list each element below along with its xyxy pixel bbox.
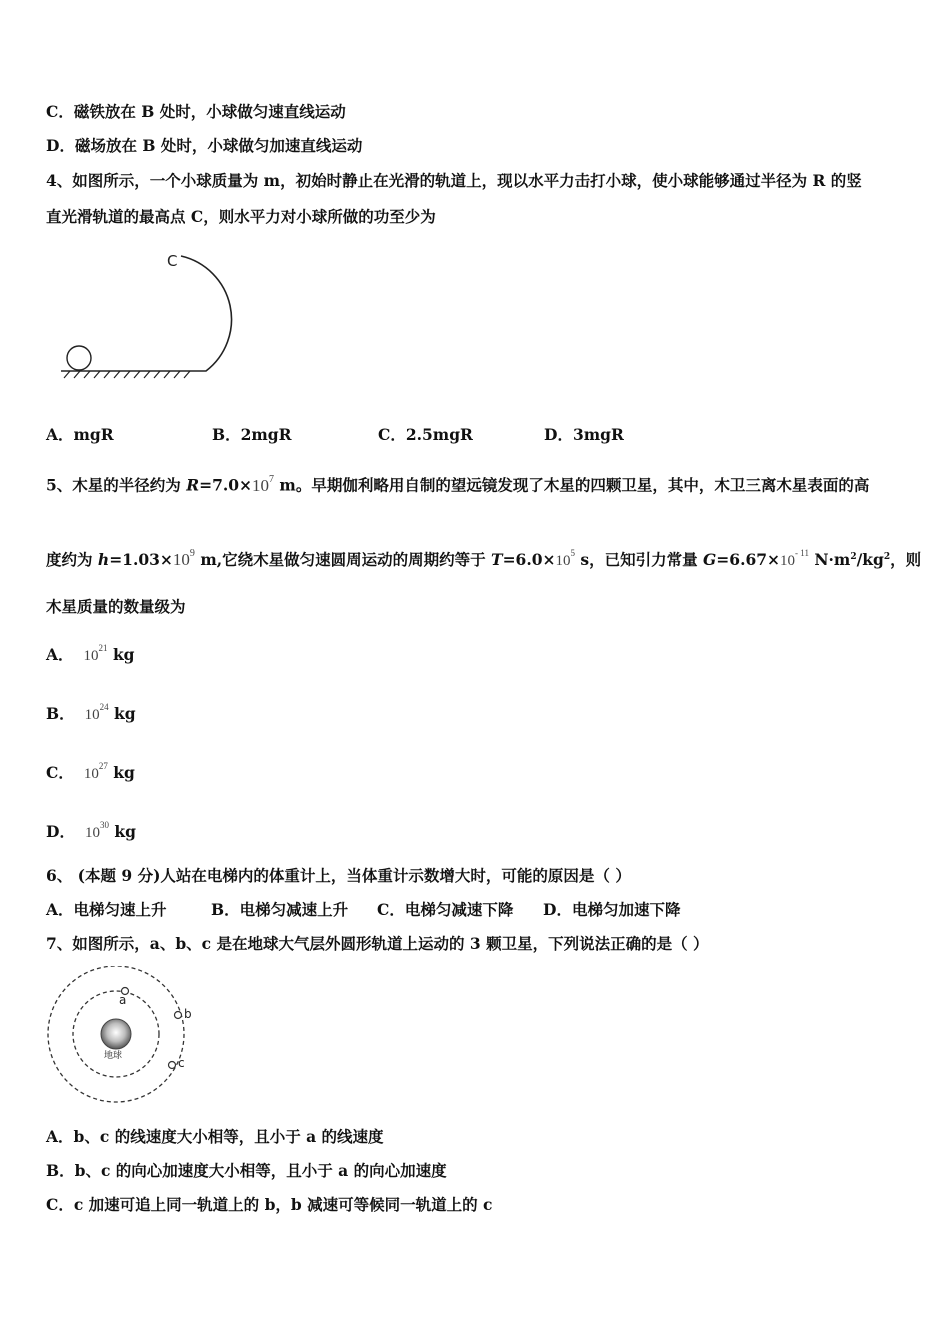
satellite-a-label: a [119,993,127,1007]
q4-option-d: D．3mgR [544,425,624,444]
q4-option-b: B．2mgR [212,425,292,444]
q4-option-c: C．2.5mgR [378,425,473,444]
q5-text: =1.03× [109,550,173,569]
option-unit: kg [112,645,135,664]
q3-option-c: C．磁铁放在 B 处时，小球做匀速直线运动 [46,102,346,121]
q5-option-d [46,818,136,843]
option-letter: D． [46,822,75,841]
q5-var-r: R [186,475,200,495]
q5-power-h [173,550,195,569]
option-power [84,702,109,723]
option-power [83,761,108,782]
q5-stem-line3: 木星质量的数量级为 [46,597,186,616]
option-unit: kg [113,763,135,782]
q5-text: N·m [808,550,851,569]
q4-stem-line2: 直光滑轨道的最高点 C，则水平力对小球所做的功至少为 [46,207,436,226]
q7-option-b: B．b、c 的向心加速度大小相等，且小于 a 的向心加速度 [46,1161,447,1180]
q6-options [46,900,680,920]
option-power [84,820,109,841]
q6-stem: 6、 (本题 9 分)人站在电梯内的体重计上，当体重计示数增大时，可能的原因是（ ） [46,866,631,885]
q5-power-g [780,548,809,569]
q7-option-a: A．b、c 的线速度大小相等，且小于 a 的线速度 [46,1127,384,1146]
ground-hatch [64,371,190,378]
q6-option-b: B．电梯匀减速上升 [211,900,349,919]
q5-text: m,它绕木星做匀速圆周运动的周期约等于 [194,550,492,569]
option-power [83,643,108,664]
q5-text: ，则 [890,550,922,569]
power-base: 10 [83,648,99,664]
power-base: 10 [84,707,100,723]
q4-track-figure [56,244,256,386]
earth-label: 地球 [104,1051,123,1061]
earth [101,1019,131,1049]
q5-text: m。早期伽利略用自制的望远镜发现了木星的四颗卫星，其中，木卫三离木星表面的高 [274,475,870,495]
satellite-b [175,1012,182,1019]
power-exp: 21 [98,643,108,653]
satellite-c-label: c [178,1056,185,1070]
power-base: 10 [252,475,270,495]
q7-orbit-figure [44,966,204,1106]
power-exp: 7 [269,474,275,485]
q5-text: =7.0× [199,475,253,495]
power-exp: 27 [98,761,108,771]
q5-var-g: G [703,550,717,569]
q5-text: =6.67× [716,550,781,569]
power-exp: 30 [99,820,109,830]
unit-exp: 2 [850,551,857,562]
q5-power-r [252,476,274,495]
option-letter: A． [46,645,74,664]
q3-option-d: D．磁场放在 B 处时，小球做匀加速直线运动 [46,136,363,155]
q5-var-h: h [97,550,110,569]
q5-var-t: T [491,550,503,569]
power-base: 10 [172,550,190,569]
q7-option-c: C．c 加速可追上同一轨道上的 b，b 减速可等候同一轨道上的 c [46,1195,493,1214]
q6-option-d: D．电梯匀加速下降 [543,900,681,919]
power-base: 10 [83,766,99,782]
point-c-label: C [167,252,178,270]
power-base: 10 [780,553,796,569]
q5-option-a [46,641,135,666]
q5-text: =6.0× [502,550,556,569]
q5-power-t [555,548,576,569]
satellite-c [169,1062,176,1069]
unit-exp: 2 [883,551,891,562]
q6-option-a: A．电梯匀速上升 [46,900,167,919]
option-unit: kg [114,822,136,841]
q5-text: s，已知引力常量 [575,550,704,569]
q5-option-c [46,759,135,784]
q5-text: /kg [856,550,884,569]
q4-options [46,425,624,445]
q7-stem: 7、如图所示，a、b、c 是在地球大气层外圆形轨道上运动的 3 颗卫星，下列说法正确的是（ ） [46,934,709,953]
power-exp: - 11 [795,548,809,558]
option-letter: C． [46,763,74,782]
q5-text: 度约为 [46,550,98,569]
power-base: 10 [84,825,100,841]
q4-stem-line1: 4、如图所示，一个小球质量为 m，初始时静止在光滑的轨道上，现以水平力击打小球，使小球能够通过半径为 R 的竖 [46,171,862,190]
ball [67,346,91,370]
power-base: 10 [555,553,571,569]
power-exp: 9 [189,548,195,560]
satellite-b-label: b [184,1007,192,1021]
q5-option-b [46,700,136,725]
power-exp: 24 [99,702,109,712]
option-letter: B． [46,704,75,723]
power-exp: 5 [570,548,576,558]
q6-option-c: C．电梯匀减速下降 [377,900,514,919]
q5-text: 5、木星的半径约为 [46,475,187,495]
option-unit: kg [114,704,136,723]
q5-stem-line2 [46,546,921,571]
q5-stem-line1 [46,472,869,496]
q4-option-a: A．mgR [46,425,114,444]
